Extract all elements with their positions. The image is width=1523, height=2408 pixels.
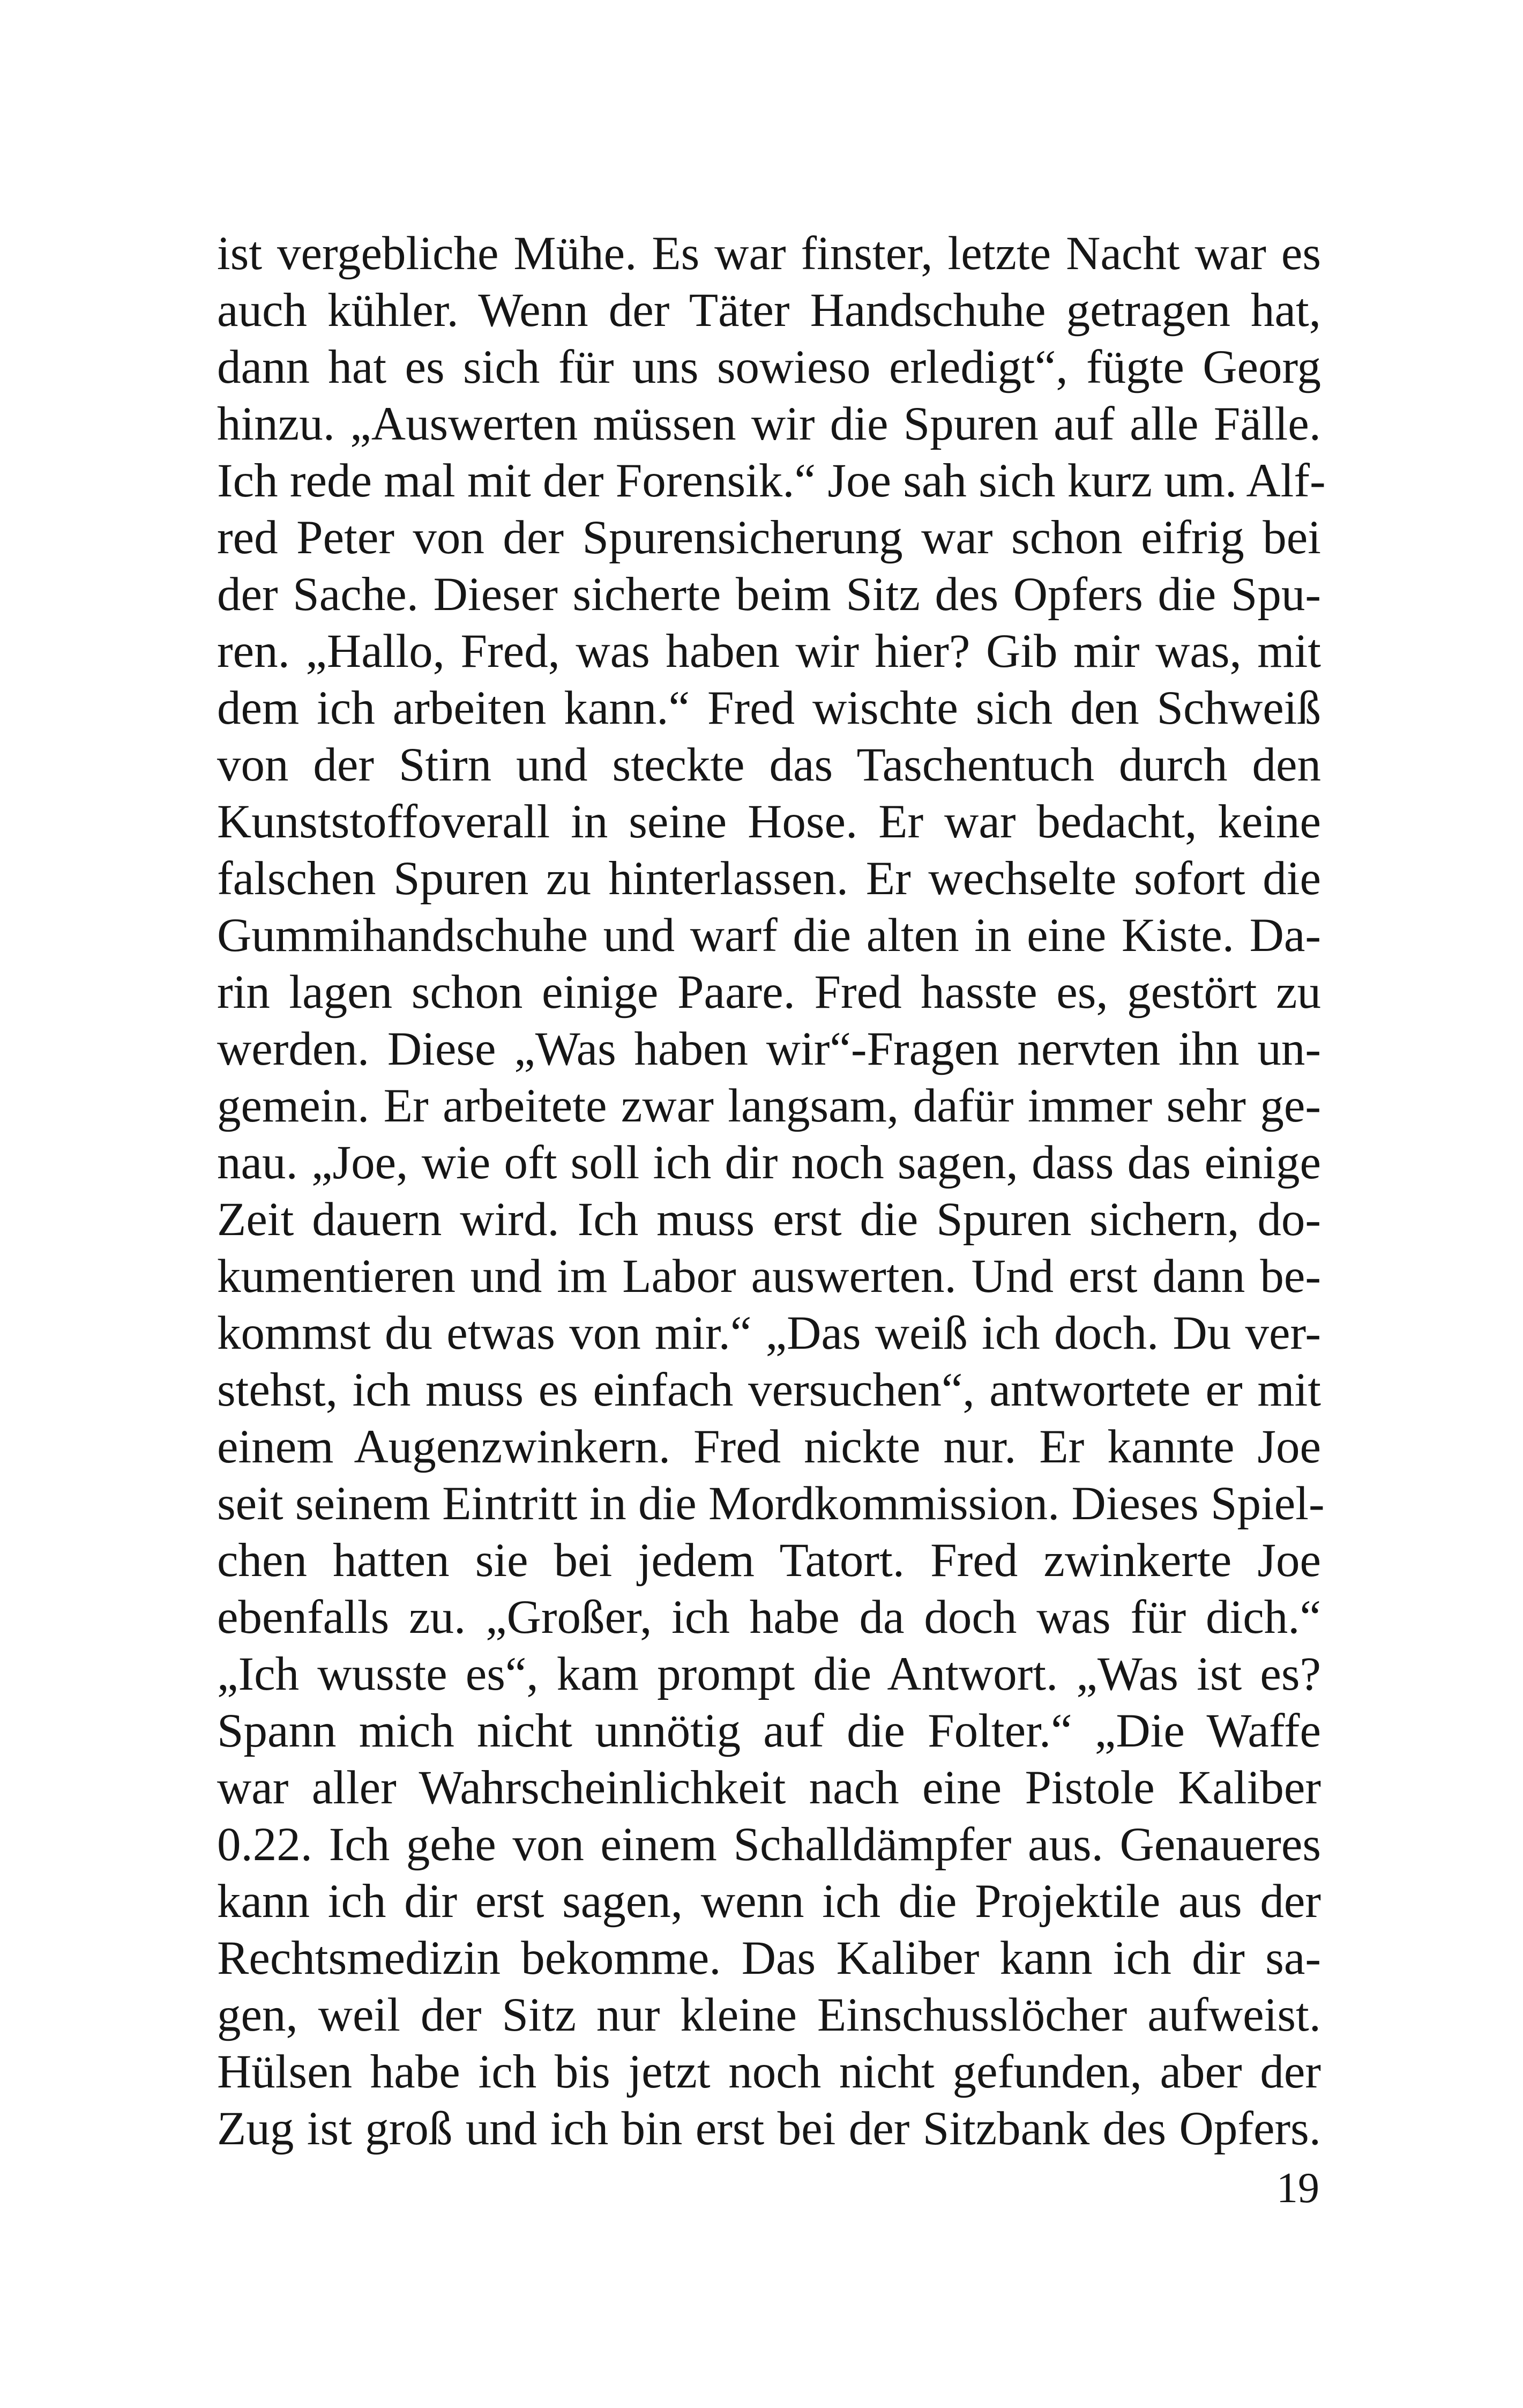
text-line: Gummihandschuhe und warf die alten in eine Kiste. Da- — [217, 909, 1321, 962]
text-line: Zeit dauern wird. Ich muss erst die Spuren sichern, do- — [217, 1193, 1321, 1246]
text-line: Ich rede mal mit der Forensik.“ Joe sah sich kurz um. Alf- — [217, 455, 1326, 507]
text-line: einem Augenzwinkern. Fred nickte nur. Er kannte Joe — [217, 1421, 1321, 1473]
text-line: Spann mich nicht unnötig auf die Folter.“ „Die Waffe — [217, 1705, 1321, 1757]
text-line: war aller Wahrscheinlichkeit nach eine Pistole Kaliber — [217, 1762, 1321, 1814]
text-line: Rechtsmedizin bekomme. Das Kaliber kann ich dir sa- — [217, 1932, 1321, 1985]
page-number: 19 — [1276, 2165, 1319, 2212]
text-line: „Ich wusste es“, kam prompt die Antwort. „Was ist es? — [217, 1648, 1321, 1700]
text-line: gen, weil der Sitz nur kleine Einschusslöcher aufweist. — [217, 1989, 1321, 2041]
text-line: hinzu. „Auswerten müssen wir die Spuren auf alle Fälle. — [217, 398, 1321, 450]
text-line: Hülsen habe ich bis jetzt noch nicht gefunden, aber der — [217, 2046, 1321, 2098]
text-line: stehst, ich muss es einfach versuchen“, antwortete er mit — [217, 1364, 1321, 1416]
text-line: werden. Diese „Was haben wir“-Fragen nervten ihn un- — [217, 1023, 1321, 1075]
text-line: kommst du etwas von mir.“ „Das weiß ich doch. Du ver- — [217, 1307, 1321, 1359]
text-line: rin lagen schon einige Paare. Fred hasste es, gestört zu — [217, 966, 1321, 1019]
text-line: nau. „Joe, wie oft soll ich dir noch sagen, dass das einige — [217, 1136, 1321, 1189]
text-line: Kunststoffoverall in seine Hose. Er war bedacht, keine — [217, 796, 1321, 848]
text-line: der Sache. Dieser sicherte beim Sitz des Opfers die Spu- — [217, 568, 1321, 621]
text-line: auch kühler. Wenn der Täter Handschuhe getragen hat, — [217, 284, 1321, 337]
text-line: seit seinem Eintritt in die Mordkommission. Dieses Spiel- — [217, 1477, 1325, 1530]
text-line: 0.22. Ich gehe von einem Schalldämpfer aus. Genaueres — [217, 1818, 1321, 1871]
body-text — [217, 225, 1326, 2157]
text-line: ren. „Hallo, Fred, was haben wir hier? Gib mir was, mit — [217, 625, 1321, 678]
text-line: von der Stirn und steckte das Taschentuch durch den — [217, 739, 1321, 791]
text-line: chen hatten sie bei jedem Tatort. Fred zwinkerte Joe — [217, 1534, 1321, 1587]
text-line: gemein. Er arbeitete zwar langsam, dafür immer sehr ge- — [217, 1080, 1321, 1132]
text-line: dem ich arbeiten kann.“ Fred wischte sich den Schweiß — [217, 682, 1321, 734]
text-line: dann hat es sich für uns sowieso erledigt“, fügte Georg — [217, 341, 1321, 393]
text-line: red Peter von der Spurensicherung war schon eifrig bei — [217, 511, 1321, 564]
text-line: Zug ist groß und ich bin erst bei der Sitzbank des Opfers. — [217, 2102, 1321, 2155]
text-line: ist vergebliche Mühe. Es war finster, letzte Nacht war es — [217, 227, 1321, 280]
text-line: kann ich dir erst sagen, wenn ich die Projektile aus der — [217, 1875, 1321, 1928]
text-line: kumentieren und im Labor auswerten. Und erst dann be- — [217, 1250, 1321, 1303]
text-line: ebenfalls zu. „Großer, ich habe da doch was für dich.“ — [217, 1591, 1321, 1644]
text-line: falschen Spuren zu hinterlassen. Er wechselte sofort die — [217, 852, 1321, 905]
